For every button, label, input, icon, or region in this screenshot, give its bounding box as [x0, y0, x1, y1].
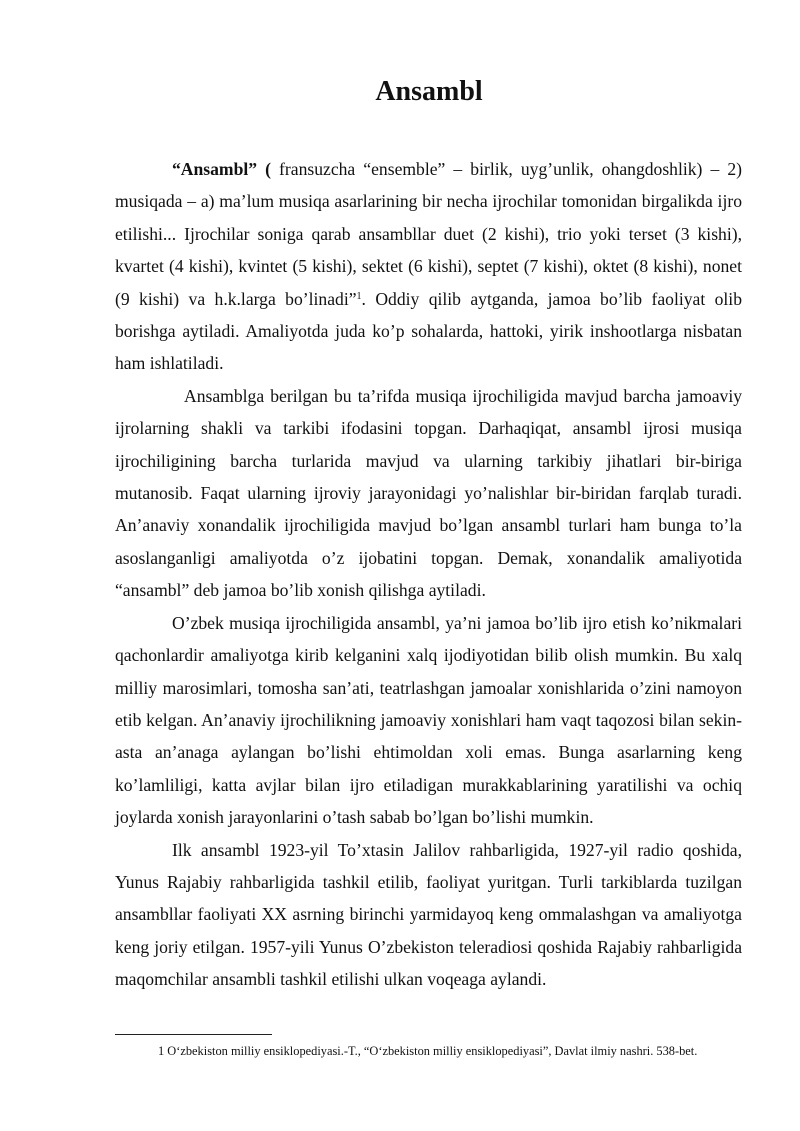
footnote-marker[interactable]: 1	[356, 290, 362, 302]
page-title: Ansambl	[375, 76, 483, 107]
paragraph-2: Ansamblga berilgan bu ta’rifda musiqa ijrochiligida mavjud barcha jamoaviy ijrolarning shakli va tarkibi ifodasini topgan. Darhaqiqat, ansambl ijrosi musiqa ijrochiligining barcha turlarida mavjud va ularning tarkibiy jihatlari bir-biriga mutanosib. Faqat ularning ijroviy jarayonidagi yo’nalishlar bir-biridan farqlab turadi. An’anaviy xonandalik ijrochiligida mavjud bo’lgan ansambl turlari ham bunga to’la asoslanganligi amaliyotda o’z ijobatini topgan. Demak, xonandalik amaliyotida “ansambl” deb jamoa bo’lib xonish qilishga aytiladi.	[115, 385, 742, 601]
footnote: 1 O‘zbekiston milliy ensiklopediyasi.-T., “O‘zbekiston milliy ensiklopediyasi”, Davlat ilmiy nashri. 538-bet.	[158, 1044, 698, 1058]
footnote-separator	[115, 1034, 272, 1035]
paragraph-3: O’zbek musiqa ijrochiligida ansambl, ya’ni jamoa bo’lib ijro etish ko’nikmalari qachonlardir amaliyotga kirib kelganini xalq ijodiyotidan bilib olish mumkin. Bu xalq milliy marosimlari, tomosha san’ati, teatrlashgan jamoalar xonishlarida o’zini namoyon etib kelgan. An’anaviy ijrochilikning jamoaviy xonishlari ham vaqt taqozosi bilan sekin-asta an’anaga aylangan bo’lishi ehtimoldan xoli emas. Bunga asarlarning keng ko’lamliligi, katta avjlar bilan ijro etiladigan murakkablarining yaratilishi va ochiq joylarda xonish jarayonlarini o’tash sabab bo’lgan bo’lishi mumkin.	[115, 612, 742, 828]
definition-tail: . Oddiy qilib aytganda, jamoa bo’lib faoliyat olib borishga aytiladi. Amaliyotda juda ko’p sohalarda, hattoki, yirik inshootlarga nisbatan ham ishlatiladi.	[115, 288, 742, 374]
term-bold: “Ansambl” (	[172, 159, 271, 179]
definition-text: fransuzcha “ensemble” – birlik, uyg’unlik, ohangdoshlik) – 2) musiqada – a) ma’lum musiqa asarlarining bir necha ijrochilar tomonidan birgalikda ijro etilishi... Ijrochilar soniga qarab ansambllar duet (2 kishi), trio yoki terset (3 kishi), kvartet (4 kishi), kvintet (5 kishi), sektet (6 kishi), septet (7 kishi), oktet (8 kishi), nonet (9 kishi) va h.k.larga bo’linadi”	[115, 159, 742, 309]
paragraph-definition	[115, 153, 742, 380]
document-body	[115, 153, 742, 996]
paragraph-4: Ilk ansambl 1923-yil To’xtasin Jalilov rahbarligida, 1927-yil radio qoshida, Yunus Rajabiy rahbarligida tashkil etilib, faoliyat yuritgan. Turli tarkiblarda tuzilgan ansambllar faoliyati XX asrning birinchi yarmidayoq keng ommalashgan va amaliyotga keng joriy etilgan. 1957-yili Yunus O’zbekiston teleradiosi qoshida Rajabiy rahbarligida maqomchilar ansambli tashkil etilishi ulkan voqeaga aylandi.	[115, 839, 742, 990]
